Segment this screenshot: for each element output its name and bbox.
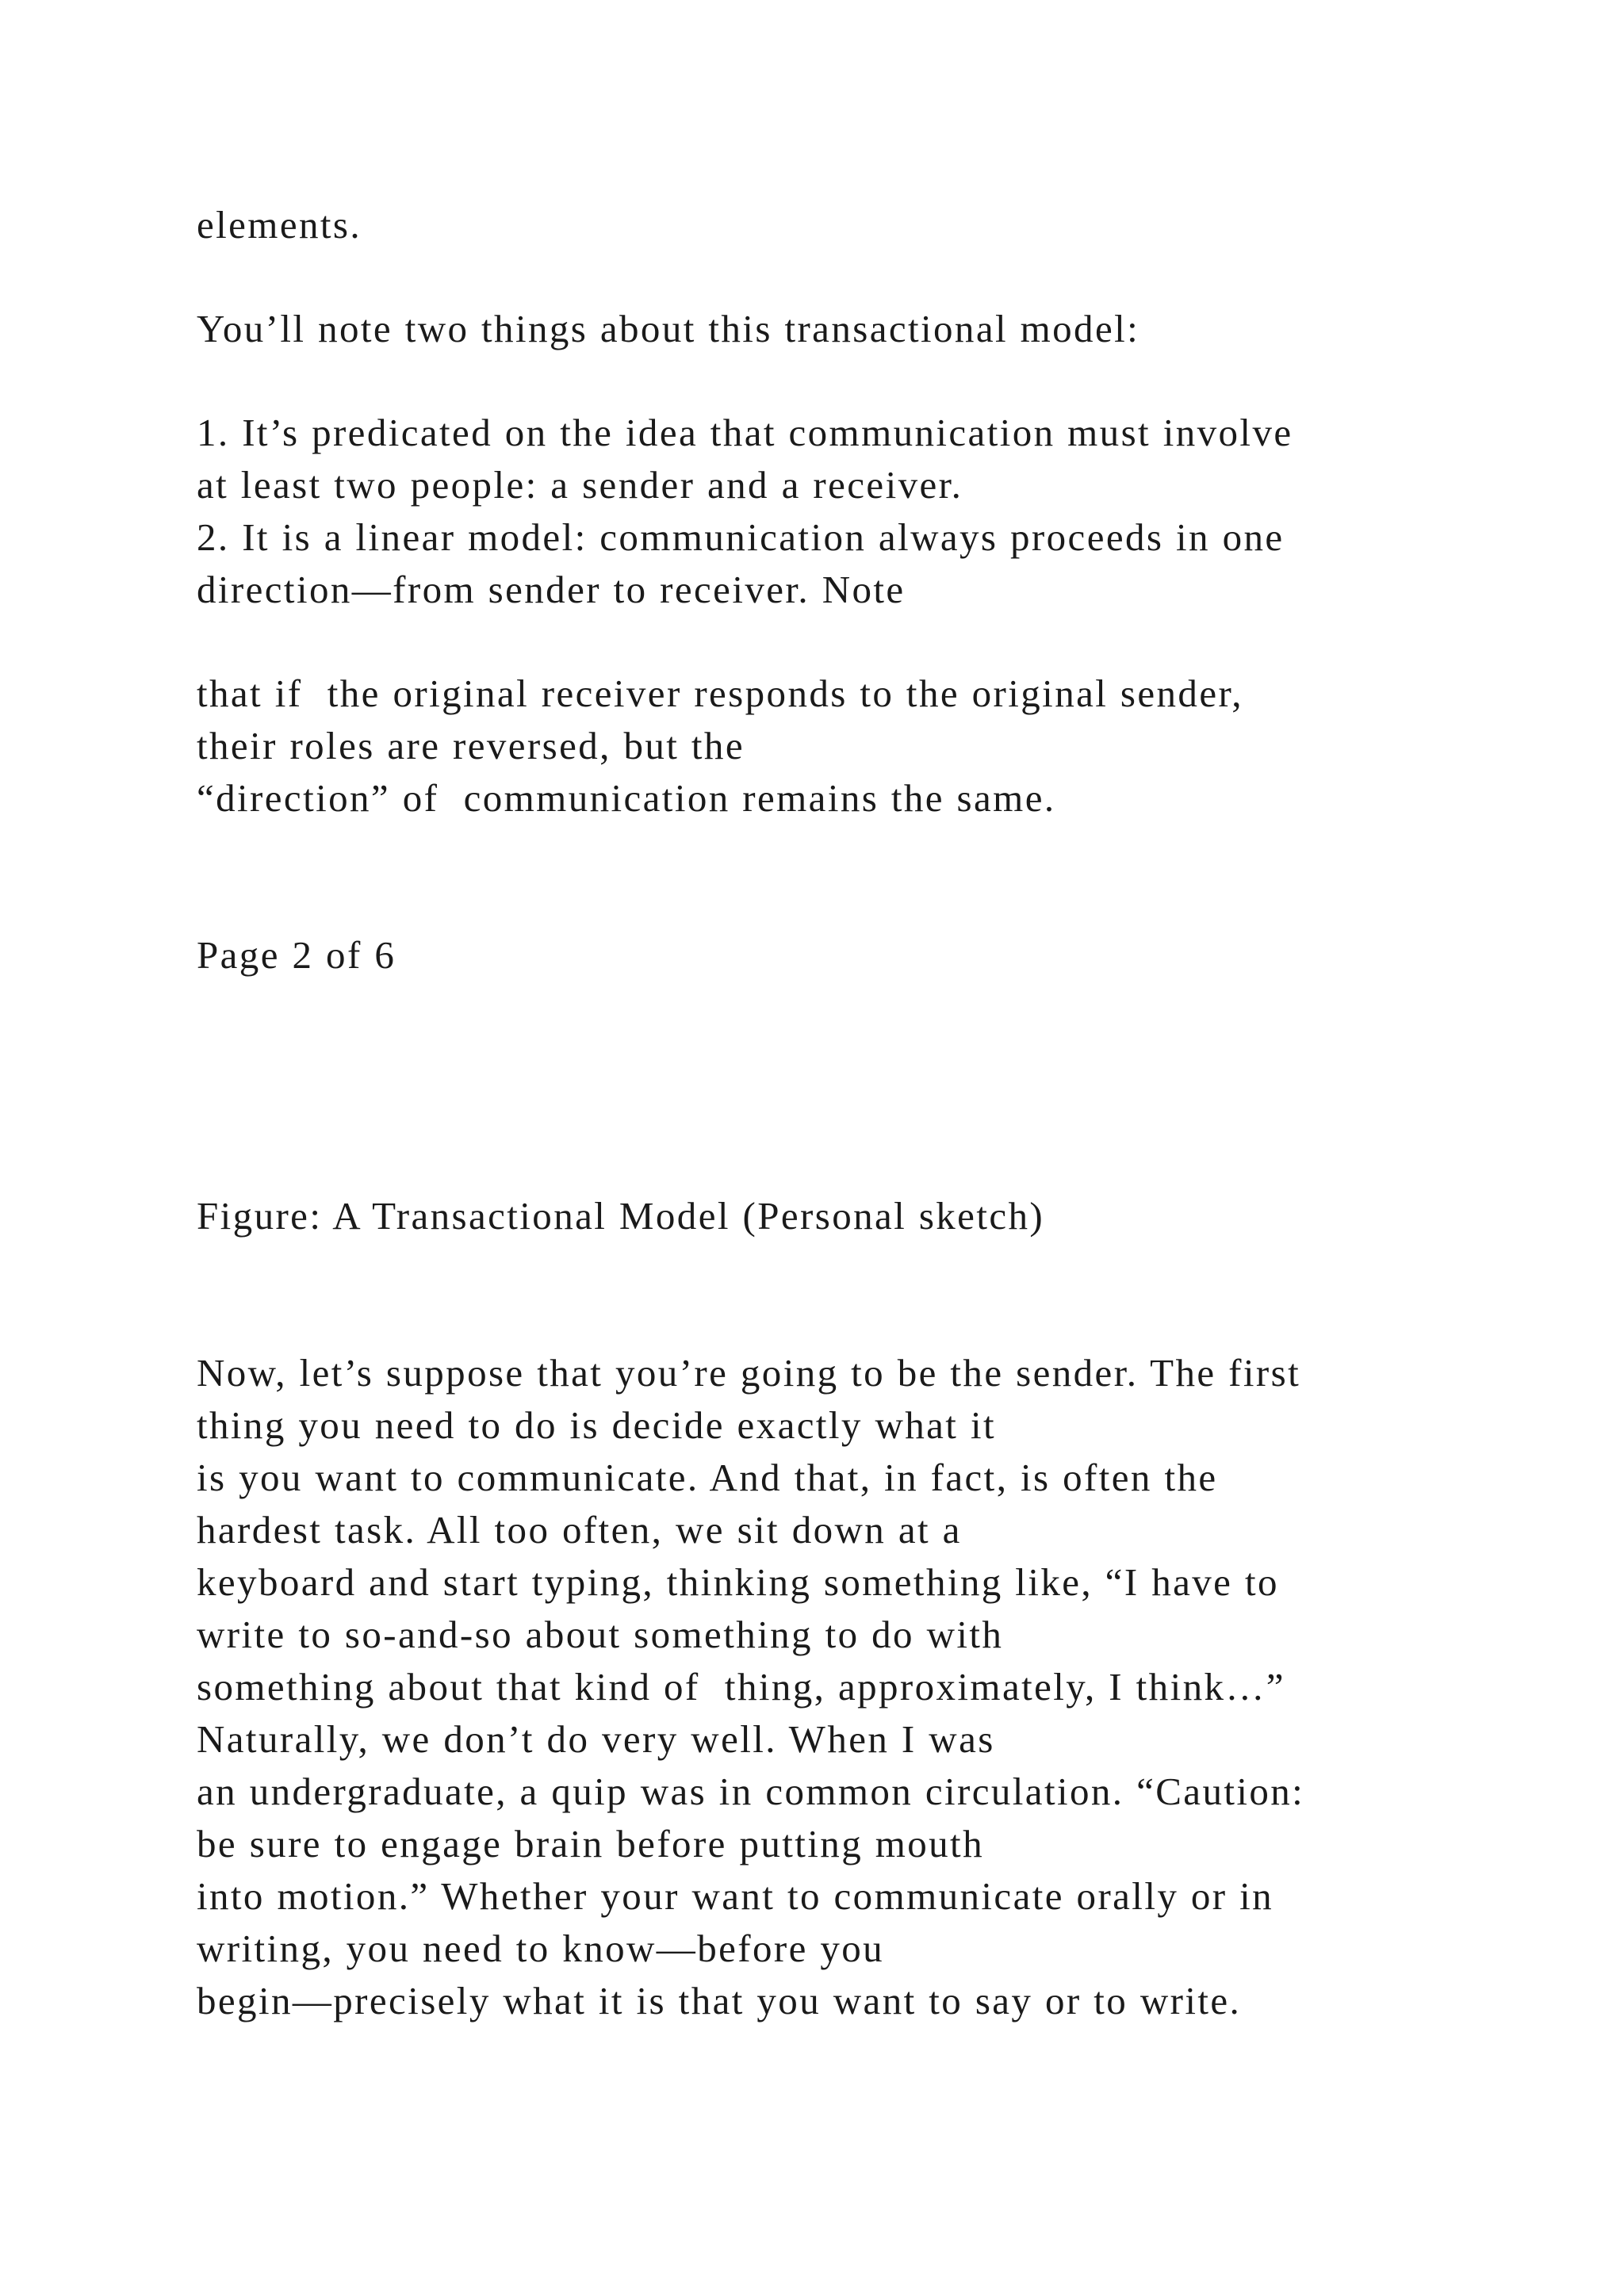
- text-line: Naturally, we don’t do very well. When I was: [197, 1717, 995, 1761]
- text-line: “direction” of communication remains the same.: [197, 776, 1056, 820]
- list-item-line: at least two people: a sender and a receiver.: [197, 463, 963, 507]
- figure-caption: Figure: A Transactional Model (Personal sketch): [197, 1194, 1045, 1238]
- text-line: writing, you need to know—before you: [197, 1927, 885, 1970]
- list-item-line: 2. It is a linear model: communication always proceeds in one: [197, 515, 1285, 559]
- text-line: elements.: [197, 203, 362, 247]
- text-line: that if the original receiver responds to the original sender,: [197, 672, 1243, 715]
- text-line: something about that kind of thing, approximately, I think…”: [197, 1665, 1285, 1709]
- text-line: keyboard and start typing, thinking something like, “I have to: [197, 1560, 1279, 1604]
- list-item-line: 1. It’s predicated on the idea that communication must involve: [197, 411, 1293, 454]
- text-line: is you want to communicate. And that, in fact, is often the: [197, 1456, 1218, 1499]
- text-line: an undergraduate, a quip was in common circulation. “Caution:: [197, 1770, 1305, 1813]
- page-number: Page 2 of 6: [197, 933, 396, 977]
- text-line: their roles are reversed, but the: [197, 724, 745, 767]
- text-line: be sure to engage brain before putting mouth: [197, 1822, 984, 1866]
- text-line: hardest task. All too often, we sit down at a: [197, 1508, 962, 1552]
- text-line: You’ll note two things about this transactional model:: [197, 307, 1140, 350]
- text-line: begin—precisely what it is that you want to say or to write.: [197, 1979, 1242, 2022]
- text-line: into motion.” Whether your want to communicate orally or in: [197, 1874, 1274, 1918]
- text-line: Now, let’s suppose that you’re going to be the sender. The first: [197, 1351, 1301, 1395]
- list-item-line: direction—from sender to receiver. Note: [197, 568, 906, 611]
- text-line: write to so-and-so about something to do with: [197, 1613, 1004, 1656]
- text-line: thing you need to do is decide exactly what it: [197, 1403, 996, 1447]
